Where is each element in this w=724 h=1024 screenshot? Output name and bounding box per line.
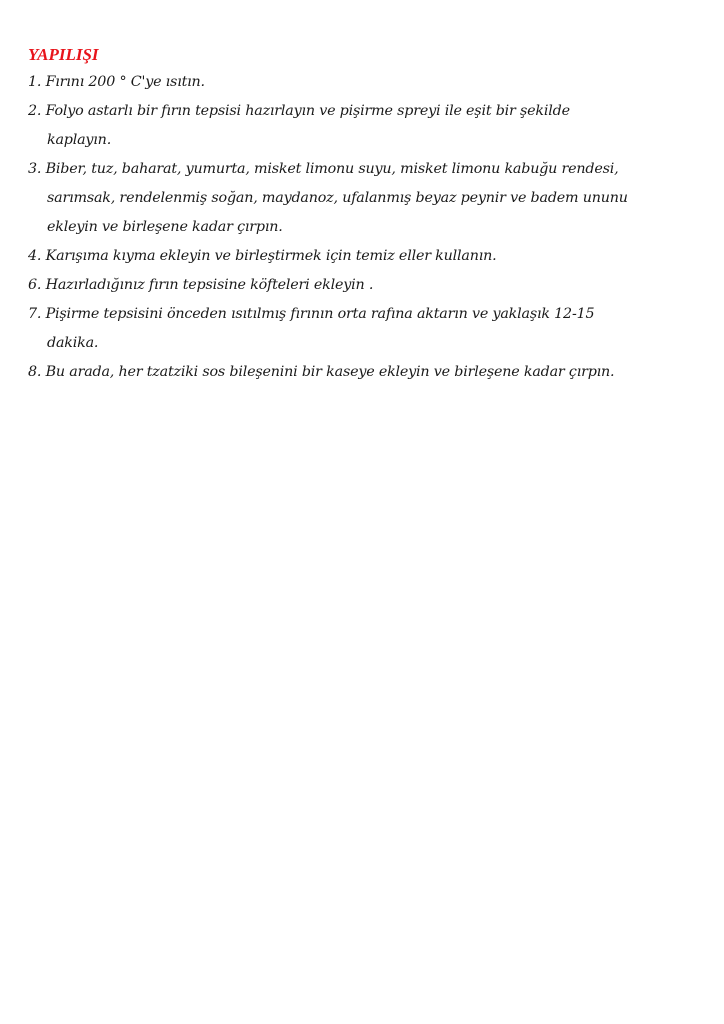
step-line: 2. Folyo astarlı bir fırın tepsisi hazırlayın ve pişirme spreyi ile eşit bir şekilde xyxy=(28,103,570,119)
step-item xyxy=(28,155,708,242)
step-item xyxy=(28,97,708,155)
step-item xyxy=(28,271,708,300)
step-line: sarımsak, rendelenmiş soğan, maydanoz, ufalanmış beyaz peynir ve badem ununu xyxy=(47,190,628,206)
steps-list xyxy=(28,68,708,387)
step-line: 1. Fırını 200 ° C'ye ısıtın. xyxy=(28,74,205,90)
step-line: ekleyin ve birleşene kadar çırpın. xyxy=(47,219,283,235)
step-line: dakika. xyxy=(47,335,99,351)
section-heading: YAPILIŞI xyxy=(28,45,99,64)
step-line: 4. Karışıma kıyma ekleyin ve birleştirmek için temiz eller kullanın. xyxy=(28,248,497,264)
step-line: 7. Pişirme tepsisini önceden ısıtılmış fırının orta rafına aktarın ve yaklaşık 12-15 xyxy=(28,306,595,322)
step-line: 6. Hazırladığınız fırın tepsisine köfteleri ekleyin . xyxy=(28,277,374,293)
step-item xyxy=(28,300,708,358)
step-item xyxy=(28,242,708,271)
step-line: 3. Biber, tuz, baharat, yumurta, misket limonu suyu, misket limonu kabuğu rendesi, xyxy=(28,161,619,177)
step-line: 8. Bu arada, her tzatziki sos bileşenini bir kaseye ekleyin ve birleşene kadar çırpın. xyxy=(28,364,615,380)
recipe-instructions xyxy=(28,42,708,387)
step-item xyxy=(28,68,708,97)
step-item xyxy=(28,358,708,387)
step-line: kaplayın. xyxy=(47,132,112,148)
